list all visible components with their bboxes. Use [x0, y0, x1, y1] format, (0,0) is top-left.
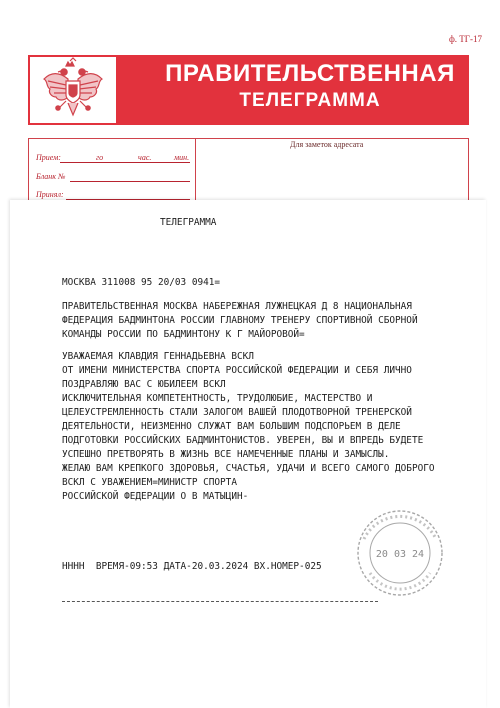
form-divider [195, 138, 196, 200]
received-year-label: го [96, 153, 104, 162]
notes-label: Для заметок адресата [290, 140, 364, 149]
received-field-line [60, 162, 190, 163]
address-line-3: КОМАНДЫ РОССИИ ПО БАДМИНТОНУ К Г МАЙОРОВОЙ= [62, 329, 305, 340]
body-line-7: ПОДГОТОВКИ РОССИЙСКИХ БАДМИНТОНИСТОВ. УВЕРЕН, ВЫ И ВПРЕДЬ БУДЕТЕ [62, 435, 424, 446]
body-line-5: ЦЕЛЕУСТРЕМЛЕННОСТЬ СТАЛИ ЗАЛОГОМ ВАШЕЙ ПЛОДОТВОРНОЙ ТРЕНЕРСКОЙ [62, 407, 412, 418]
reception-form-frame [28, 138, 469, 201]
body-line-11: РОССИЙСКОЙ ФЕДЕРАЦИИ О В МАТЫЦИН- [62, 491, 249, 502]
coat-of-arms-emblem [30, 57, 116, 123]
body-line-3: ПОЗДРАВЛЯЮ ВАС С ЮБИЛЕЕМ ВСКЛ [62, 379, 226, 390]
form-code: ф. ТГ-17 [448, 34, 482, 44]
body-line-8: УСПЕШНО ПРЕТВОРЯТЬ В ЖИЗНЬ ВСЕ НАМЕЧЕННЫЕ ПЛАНЫ И ЗАМЫСЛЫ. [62, 449, 390, 460]
accepted-label: Принял: [36, 190, 64, 199]
address-line-2: ФЕДЕРАЦИЯ БАДМИНТОНА РОССИИ ГЛАВНОМУ ТРЕНЕРУ СПОРТИВНОЙ СБОРНОЙ [62, 315, 418, 326]
reception-stamp [350, 503, 450, 603]
double-headed-eagle-icon [30, 57, 116, 123]
dashed-separator [62, 601, 378, 602]
body-line-1: УВАЖАЕМАЯ КЛАВДИЯ ГЕННАДЬЕВНА ВСКЛ [62, 351, 254, 362]
origin-line: МОСКВА 311008 95 20/03 0941= [62, 277, 221, 288]
body-line-6: ДЕЯТЕЛЬНОСТИ, НЕИЗМЕННО СЛУЖАТ ВАМ БОЛЬШИМ ПОДСПОРЬЕМ В ДЕЛЕ [62, 421, 401, 432]
address-line-1: ПРАВИТЕЛЬСТВЕННАЯ МОСКВА НАБЕРЕЖНАЯ ЛУЖНЕЦКАЯ Д 8 НАЦИОНАЛЬНАЯ [62, 301, 412, 312]
blank-number-field-line [70, 181, 190, 182]
received-label: Прием: [36, 153, 61, 162]
telegram-heading: ТЕЛЕГРАММА [160, 217, 217, 228]
body-line-9: ЖЕЛАЮ ВАМ КРЕПКОГО ЗДОРОВЬЯ, СЧАСТЬЯ, УДАЧИ И ВСЕГО САМОГО ДОБРОГО [62, 463, 435, 474]
body-line-4: ИСКЛЮЧИТЕЛЬНАЯ КОМПЕТЕНТНОСТЬ, ТРУДОЛЮБИЕ, МАСТЕРСТВО И [62, 393, 373, 404]
banner-subtitle: ТЕЛЕГРАММА [239, 90, 381, 111]
stamp-date: 20 03 24 [375, 549, 425, 560]
body-line-2: ОТ ИМЕНИ МИНИСТЕРСТВА СПОРТА РОССИЙСКОЙ ФЕДЕРАЦИИ И СЕБЯ ЛИЧНО [62, 365, 412, 376]
received-min-label: мин. [174, 153, 190, 162]
banner-title: ПРАВИТЕЛЬСТВЕННАЯ [165, 60, 455, 87]
received-hour-label: час. [138, 153, 152, 162]
body-line-10: ВСКЛ С УВАЖЕНИЕМ=МИНИСТР СПОРТА [62, 477, 237, 488]
footer-line: НННН ВРЕМЯ-09:53 ДАТА-20.03.2024 ВХ.НОМЕР-025 [62, 561, 322, 572]
blank-number-label: Бланк № [36, 172, 66, 181]
